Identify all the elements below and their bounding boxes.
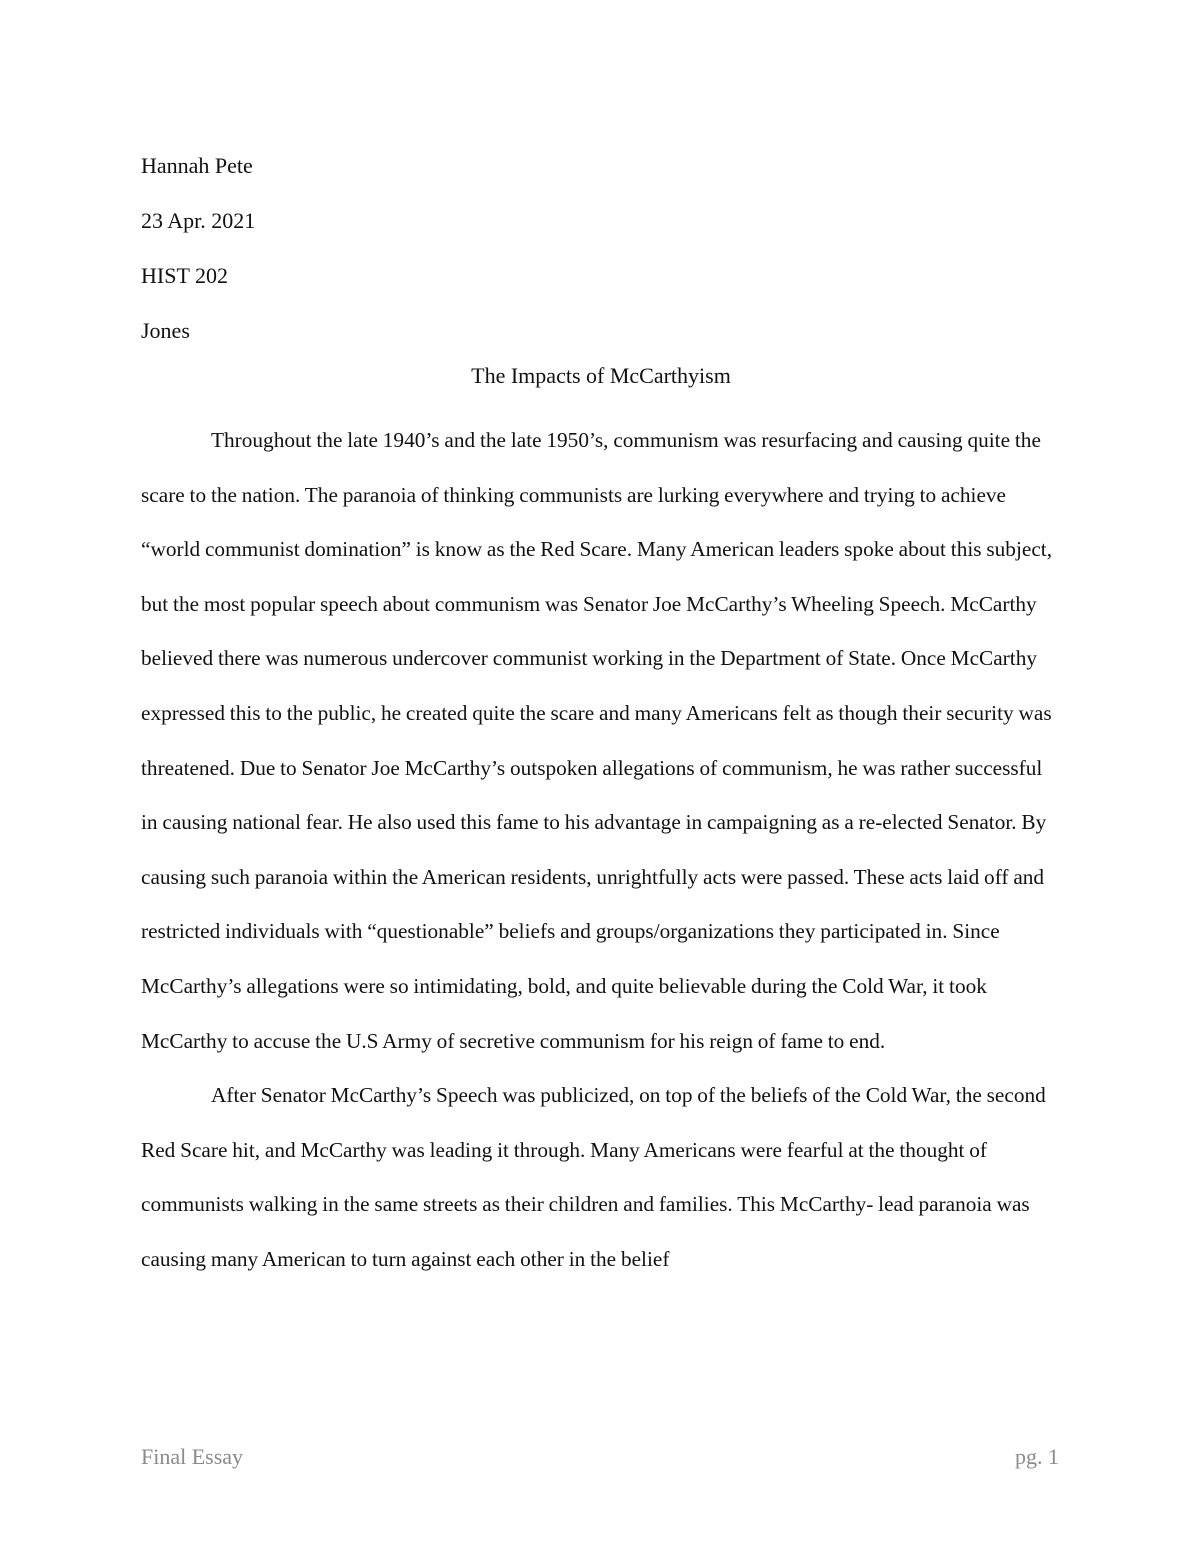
course-name: HIST 202 [141,263,228,288]
instructor-name: Jones [141,318,190,343]
page-number: pg. 1 [1015,1444,1059,1469]
paragraph-1: Throughout the late 1940’s and the late 1950’s, communism was resurfacing and causing quite the scare to the nation. The paranoia of thinking communists are lurking everywhere and trying to achieve “world communist domination” is know as the Red Scare. Many American leaders spoke about this subject, but the most popular speech about communism was Senator Joe McCarthy’s Wheeling Speech. McCarthy believed there was numerous undercover communist working in the Department of State. Once McCarthy expressed this to the public, he created quite the scare and many Americans felt as though their security was threatened. Due to Senator Joe McCarthy’s outspoken allegations of communism, he was rather successful in causing national fear. He also used this fame to his advantage in campaigning as a re-elected Senator. By causing such paranoia within the American residents, unrightfully acts were passed. These acts laid off and restricted individuals with “questionable” beliefs and groups/organizations they participated in. Since McCarthy’s allegations were so intimidating, bold, and quite believable during the Cold War, it took McCarthy to accuse the U.S Army of secretive communism for his reign of fame to end. [141,428,1053,1053]
essay-body [141,413,1061,1413]
essay-date: 23 Apr. 2021 [141,208,256,233]
mla-header [141,138,1061,358]
paragraph-2: After Senator McCarthy’s Speech was publicized, on top of the beliefs of the Cold War, the second Red Scare hit, and McCarthy was leading it through. Many Americans were fearful at the thought of communists walking in the same streets as their children and families. This McCarthy- lead paranoia was causing many American to turn against each other in the belief [141,1083,1046,1271]
essay-title: The Impacts of McCarthyism [471,363,731,388]
footer-label: Final Essay [141,1444,244,1469]
page-footer [141,1440,1059,1474]
author-name: Hannah Pete [141,153,253,178]
